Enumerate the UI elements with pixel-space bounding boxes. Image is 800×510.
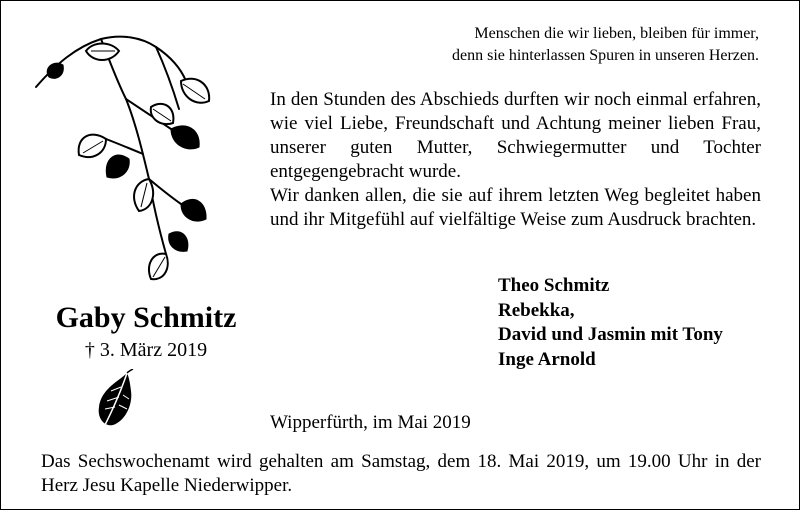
death-date: † 3. März 2019 — [84, 339, 208, 361]
quote-line-1: Menschen die wir lieben, bleiben für immer, — [474, 25, 759, 42]
signature-line: Theo Schmitz — [498, 275, 610, 296]
thank-you-message — [270, 88, 761, 232]
place-date: Wipperfürth, im Mai 2019 — [270, 412, 471, 433]
signature-line: Rebekka, — [498, 299, 575, 321]
signature-line: David und Jasmin mit Tony — [498, 324, 723, 345]
signatures — [498, 274, 723, 372]
message-paragraph-2: Wir danken allen, die sie auf ihrem letzten Weg begleitet haben und ihr Mitgefühl auf vielfältige Weise zum Ausdruck brachten. — [270, 185, 761, 230]
deceased-name: Gaby Schmitz — [55, 301, 237, 334]
quote-line-2: denn sie hinterlassen Spuren in unseren Herzen. — [451, 47, 759, 64]
signature-line: Inge Arnold — [498, 348, 596, 370]
message-paragraph-1: In den Stunden des Abschieds durften wir noch einmal erfahren, wie viel Liebe, Freundschaft und Achtung meiner lieben Frau, unserer guten Mutter, Schwiegermutter und Tochter entgegengebracht wurde. — [270, 89, 761, 182]
leaf-icon — [91, 369, 141, 431]
memorial-quote — [401, 23, 759, 67]
branch-with-leaves-icon — [31, 29, 231, 299]
service-notice: Das Sechswochenamt wird gehalten am Samstag, dem 18. Mai 2019, um 19.00 Uhr in der Herz Jesu Kapelle Niederwipper. — [41, 451, 761, 496]
